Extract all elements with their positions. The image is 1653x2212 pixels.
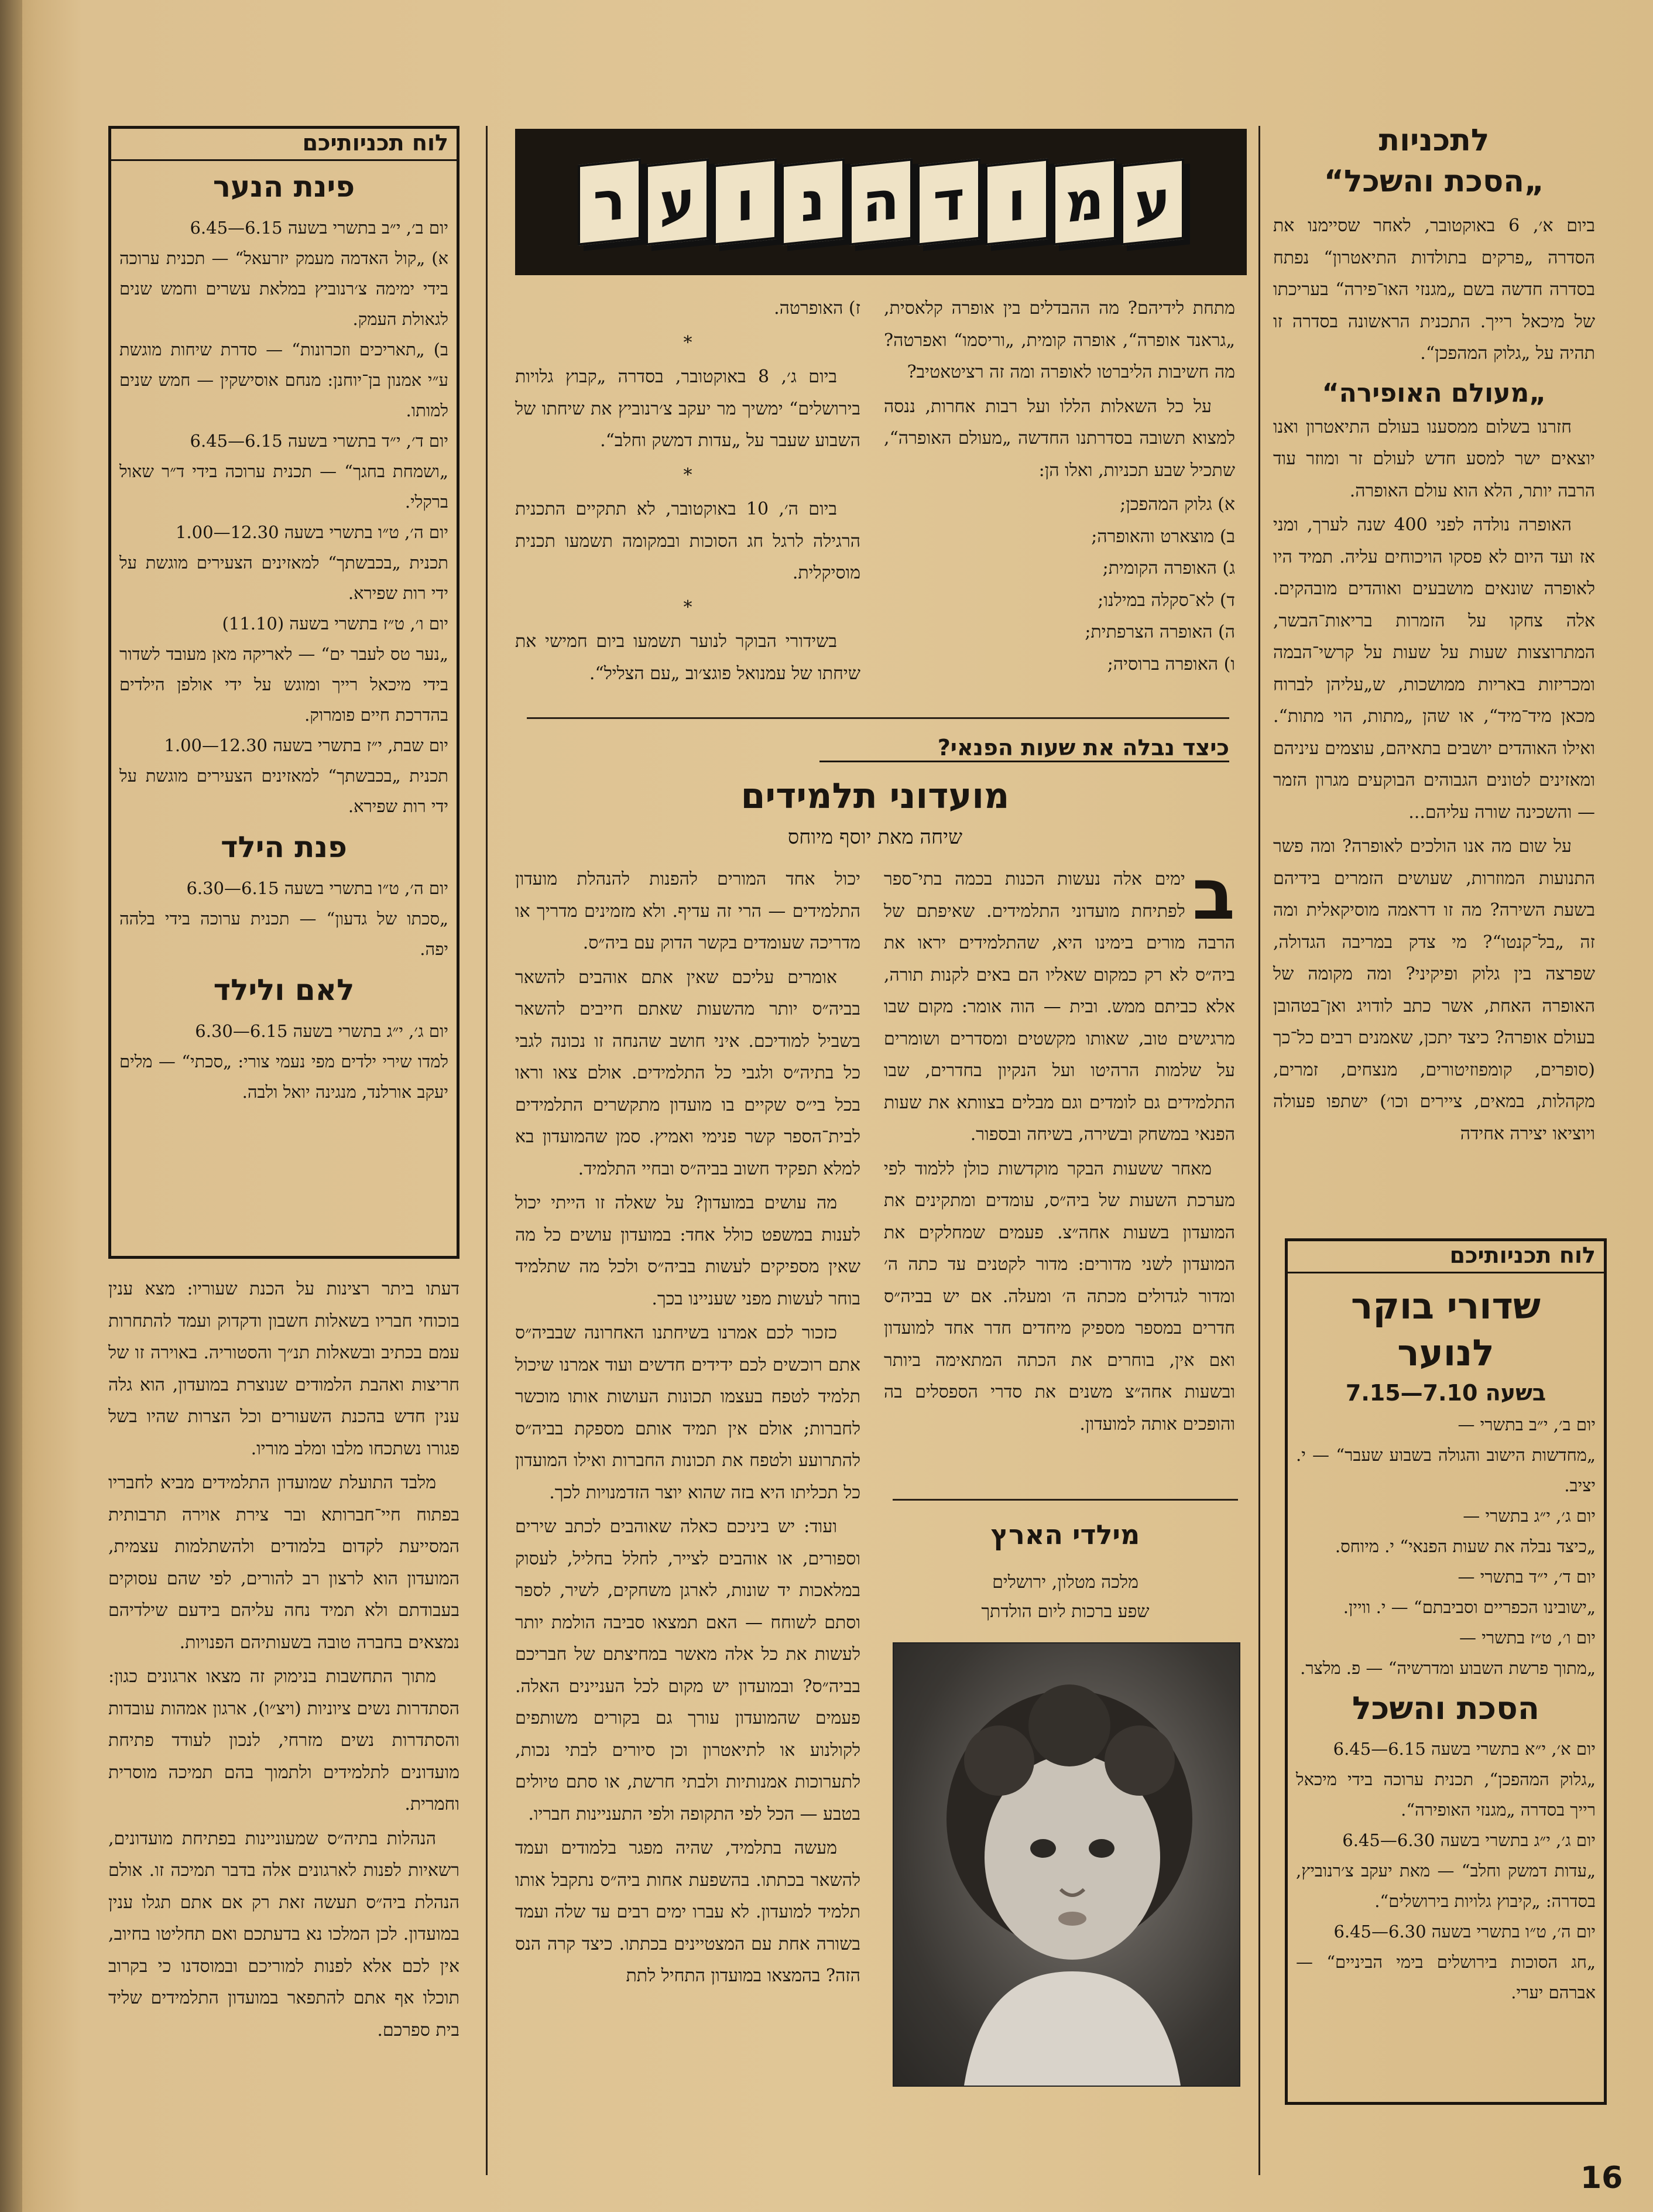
child-feature-box	[893, 1499, 1238, 2084]
article-paragraph: דעתו ביתר רצינות על הכנת שעוריו: מצא ענין בוכוחי חבריו בשאלות חשבון ודקדוק ועמד להתחרות עמם בכתיב ובשאלות תנ״ך והסטוריה. באוירה זו של חריצות ואהבת הלמודים שנוצרת במועדון, הוא גלה ענין חדש בהכנת השעורים וכל הצרות שהיו בשל פגורו נשתכחו מלבו ומלב מוריו.	[108, 1279, 459, 1459]
opera-cont-item: בשידורי הבוקר לנוער תשמעו ביום חמישי את שיחתו של עמנואל פוגצ׳וב „עם הצליל“.	[515, 631, 860, 684]
article-column-left	[515, 864, 860, 1995]
opera-paragraph: האופרה נולדה לפני 400 שנה לערך, ומני אז ועד היום לא פסקו הויכוחים עליה. תמיד היו לאופרה שונאים מושבעים ואוהדים מובהקים. אלה צחקו על הזמרות בריאות־הבשר, המתרוצצות שעות על שעות על קרשי־הבמה ומכריזות באריות ממושכות, ש„עליהן לברוח מכאן מיד־מיד“, או שהן „מתות, הוי מתות“. ואילו האוהדים יושבים בתאיהם, עוצמים עיניהם ומאזינים לטונים הגבוהים הבוקעים מגרון הזמר — והשכינה שורה עליהם...	[1273, 515, 1595, 823]
binding-spine	[0, 0, 22, 2212]
child-photo	[893, 1642, 1240, 2087]
subhead-opera-world: „מעולם האופירה“	[1322, 378, 1546, 408]
banner-letter: ע	[1121, 158, 1184, 245]
headline-line2: „הסכת והשכל“	[1323, 164, 1545, 199]
schedule-box-header: לוח תכניותיכם	[1288, 1241, 1604, 1273]
drop-cap: ב	[1192, 854, 1235, 936]
schedule-item: יום ו׳, ט״ז בתשרי —	[1459, 1628, 1596, 1648]
opera-cont-item: ביום ג׳, 8 באוקטובר, בסדרה „קבוץ גלויות בירושלים“ ימשיך מר יעקב צ׳רנוביץ את שיחתו של השבוע שעבר על „עדות דמשק וחלב“.	[515, 367, 860, 451]
series-item: ב) מוצארט והאופרה;	[1091, 526, 1235, 547]
schedule-item: יום ו׳, ט״ז בתשרי בשעה (11.10)	[222, 614, 448, 634]
separator-star: *	[683, 464, 692, 485]
opera-cont-item: ביום ה׳, 10 באוקטובר, לא תתקיים התכנית הרגילה לרגל חג הסוכות ובמקומה תשמעו תכנית מוסיקלית.	[515, 499, 860, 583]
schedule-item: יום א׳, י״א בתשרי בשעה 6.15—6.45	[1333, 1739, 1596, 1759]
article-paragraph: ועוד: יש ביניכם כאלה שאוהבים לכתב שירים וספורים, או אוהבים לצייר, לחלל בחליל, לעסוק במלאכות יד שונות, לארגן משחקים, לשיר, לספר וסתם לשוחח — האם תמצאו סביבה הולמת יותר לעשות את כל אלה מאשר במחיצתם של חבריכם בביה״ס? ובמועדון יש מקום לכל העניינים האלה. פעמים שהמועדון עורך גם בקורים משותפים לקולנוע או לתיאטרון וכן סיורים לבתי נכות, לתערוכות אמנותיות ולבתי חרשת, או סתם טיולים בטבע — הכל לפי התקופה ולפי התעניינות חבריו.	[515, 1516, 860, 1824]
banner-letter: נ	[781, 158, 845, 245]
section-title-mother-child: לאם ולילד	[213, 973, 355, 1007]
box-rule	[893, 1499, 1238, 1501]
morning-broadcast-title-2: לנוער	[1397, 1331, 1494, 1374]
article-paragraph: כזכור לכם אמרנו בשיחתנו האחרונה שבביה״ס אתם רוכשים לכם ידידים חדשים ועוד אמרנו שיכול תלמיד לטפח בעצמו תכונות העושות אותו מוכשר לחברות; אולם אין תמיד אותם מספקת בביה״ס להתרועע ולטפח את תכונות החברות ואילו המועדון כל תכליתו היא בזה שהוא יוצר הזדמנויות לכך.	[515, 1323, 860, 1503]
column-divider	[1258, 126, 1260, 2175]
article-paragraph: אומרים עליכם שאין אתם אוהבים להשאר בביה״ס יותר מהשעות שאתם חייבים להשאר בשביל למודיכם. איני חושב שהנחה זו נכונה לגבי כל בתיה״ס ולגבי כל התלמידים. אולם צאו וראו בכל בי״ס שקיים בו מועדון מתקשרים התלמידים לבית־הספר קשר פנימי ואמיץ. סמן שהמועדון בא למלא תפקיד חשוב בביה״ס ובחיי התלמיד.	[515, 967, 860, 1179]
headline-line1: לתכניות	[1378, 123, 1490, 158]
opera-cont-item: ז) האופרטה.	[774, 298, 860, 319]
article-continuation-left	[108, 1273, 459, 2049]
article-paragraph: יכול אחד המורים להפנות להנהלת מועדון התלמידים — הרי זה עדיף. ולא מזמינים מדריך או מדריכה שעומדים בקשר הדוק עם ביה״ס.	[515, 869, 860, 953]
right-column	[1273, 120, 1595, 1152]
section-title-child: פנת הילד	[221, 830, 347, 864]
series-item: ג) האופרה הקומית;	[1102, 558, 1235, 578]
schedule-item: יום שבת, י״ז בתשרי בשעה 12.30—1.00	[164, 735, 448, 755]
schedule-item: „מחדשות הישוב והגולה בשבוע שעבר“ — י. יציב.	[1296, 1445, 1596, 1495]
article-column-right	[884, 854, 1235, 1443]
schedule-item: „מתוך פרשת השבוע ומדרשיה“ — פ. מלצר.	[1300, 1658, 1596, 1678]
article-title: מועדוני תלמידים	[740, 776, 1010, 817]
schedule-item: יום ג׳, י״ג בתשרי בשעה 6.15—6.30	[195, 1021, 448, 1041]
banner-letter: ע	[646, 158, 709, 245]
opera-series-list	[884, 489, 1235, 680]
banner-letter: ר	[578, 158, 641, 245]
opera-cont-paragraph: על כל השאלות הללו ועל רבות אחרות, ננסה למצוא תשובה בסדרתנו החדשה „מעולם האופרה“, שתכיל שבע תכניות, ואלו הן:	[884, 396, 1235, 481]
banner-letter: ו	[985, 158, 1048, 245]
banner-letter: ד	[917, 158, 980, 245]
separator-star: *	[683, 597, 692, 618]
separator-star: *	[683, 332, 692, 353]
schedule-item: „סכתו של גדעון“ — תכנית ערוכה בידי בלהה יפה.	[119, 909, 448, 959]
child-caption: שפע ברכות ליום הולדתך	[981, 1601, 1150, 1622]
schedule-item: תכנית „בכבשתך“ למאזינים הצעירים מוגשת על ידי רות שפירא.	[119, 553, 448, 603]
schedule-item: יום ה׳, ט״ו בתשרי בשעה 6.30—6.45	[1333, 1922, 1596, 1942]
series-item: ו) האופרה ברוסיה;	[1107, 653, 1235, 674]
schedule-item: „כיצד נבלה את שעות הפנאי“ י. מיוחס.	[1335, 1536, 1596, 1556]
article-paragraph: מעשה בתלמיד, שהיה מפגר בלמודים ועמד להשאר בכתתו. בהשפעת אחות ביה״ס נתקבל אותו תלמיד למועדון. לא עברו ימים רבים עד שלה ועמד בשורה אחת עם המצטיינים בכתתו. כיצד קרה הנס הזה? בהמצאו במועדון התחיל לתת	[515, 1838, 860, 1986]
opera-paragraph: על שום מה אנו הולכים לאופרה? ומה פשר התנועות המוזרות, שעושים הזמרים בידיהם בשעת השירה? מה זו דראמה מוסיקאלית ומה זה „בל־קנטו“? מי צדק במריבה הגדולה, שפרצה בין גלוק ופיקיני? ומה מקומה של האופרה האחת, אשר כתב לודויג ואן־בטהובן בעולם אופרה? כיצד יתכן, שאמנים רבים כל־כך (סופרים, קומפוזיטורים, מנצחים, זמרים, מקהלות, במאים, ציירים וכו׳) ישתפו פעולה ויוציאו יצירה אחידה	[1273, 836, 1595, 1144]
schedule-item: תכנית „בכבשתך“ למאזינים הצעירים מוגשת על ידי רות שפירא.	[119, 766, 448, 816]
opera-continuation-col-b	[515, 293, 860, 692]
banner-youth-corner	[515, 129, 1247, 275]
morning-broadcast-title: שדורי בוקר	[1351, 1285, 1541, 1327]
schedule-item: יום ג׳, י״ג בתשרי —	[1463, 1506, 1596, 1526]
schedule-box-left	[108, 126, 459, 1259]
schedule-box-right	[1285, 1238, 1607, 2105]
schedule-item: „עדות דמשק וחלב“ — מאת יעקב צ׳רנוביץ, בסדרה: „קיבוץ גלויות בירושלים“.	[1296, 1861, 1596, 1911]
schedule-box-header: לוח תכניותיכם	[111, 129, 457, 161]
schedule-item: יום ג׳, י״ג בתשרי בשעה 6.30—6.45	[1342, 1830, 1596, 1850]
child-portrait-image	[894, 1643, 1239, 2086]
opera-cont-paragraph: מתחת לידיהם? מה ההבדלים בין אופרה קלאסית, „גראנד אופרה“, אופרה קומית, „וריסמו“ ואפרטה? מה חשיבות הליברטו לאופרה ומה זה רציטאטיב?	[884, 298, 1235, 382]
schedule-item: „ישובינו הכפריים וסביבתם“ — י. וויין.	[1343, 1597, 1596, 1617]
child-feature-title: מילדי הארץ	[990, 1519, 1140, 1550]
schedule-item: „נער טס לעבר ים“ — לאריקה מאן מעובד לשדור בידי מיכאל רייך ומוגש על ידי אולפן הילדים בהדרכת חיים פומרוק.	[119, 644, 448, 725]
page-number: 16	[1580, 2160, 1623, 2196]
article-paragraph: מאחר ששעות הבקר מוקדשות כולן ללמוד לפי מערכת השעות של ביה״ס, עומדים ומתקינים את המועדון בשעות אחה״צ. פעמים שמחלקים את המועדון לשני מדורים: מדור לקטנים עד כתה ה׳ ומדור לגדולים מכתה ה׳ ומעלה. אם יש בביה״ס חדרים במספר מספיק מיחדים חדר אחד למועדון ואם אין, בוחרים את הכתה המתאימה ביותר ובשעות אחה״צ משנים את סדרי הספסלים בה והופכים אותה למועדון.	[884, 1158, 1235, 1434]
opera-continuation-col-a	[884, 293, 1235, 680]
child-name: מלכה מטלון, ירושלים	[992, 1572, 1138, 1593]
schedule-item: יום ה׳, ט״ו בתשרי בשעה 6.15—6.30	[186, 878, 448, 898]
schedule-item: יום ד׳, י״ד בתשרי בשעה 6.15—6.45	[190, 431, 448, 451]
article-byline: שיחה מאת יוסף מיוחס	[787, 826, 963, 849]
banner-letter: ו	[714, 158, 777, 245]
series-item: ה) האופרה הצרפתית;	[1085, 622, 1235, 642]
series-item: ד) לא־סקלה במילנו;	[1098, 590, 1235, 611]
section-divider	[527, 717, 1229, 719]
schedule-item: „גלוק המהפכן“, תכנית ערוכה בידי מיכאל רייך בסדרה „מגנזי האופירה“.	[1296, 1769, 1596, 1820]
schedule-item: „חג הסוכות בירושלים בימי הביניים“ — אברהם יערי.	[1296, 1952, 1596, 2002]
broadcast-time: בשעה 7.10—7.15	[1345, 1380, 1546, 1406]
schedule-item: למדו שירי ילדים מפי נעמי צורי: „סכתי“ — מלים יעקב אורלנד, מנגינה יואל ולבה.	[119, 1052, 448, 1102]
article-paragraph: מה עושים במועדון? על שאלה זו הייתי יכול לענות במשפט כולל אחד: במועדון עושים כל מה שאין מספיקים לעשות בביה״ס ולכל מה שתלמיד בוחר לעשות מפני שעניינו בכך.	[515, 1193, 860, 1309]
schedule-item: א) „קול האדמה מעמק יזרעאל“ — תכנית ערוכה בידי ימימה צ׳רנוביץ במלאת עשרים וחמש שנים לגאולת העמק.	[119, 248, 448, 329]
series-item: א) גלוק המהפכן;	[1120, 494, 1235, 515]
schedule-item: ב) „תאריכים וזכרונות“ — סדרת שיחות מוגשת ע״י אמנון בן־יוחנן: מנחם אוסישקין — חמש שנים למותו.	[119, 340, 448, 420]
article-paragraph: ימים אלה נעשות הכנות בכמה בתי־ספר לפתיחת מועדוני התלמידים. שאיפתם של הרבה מורים בימינו היא, שהתלמידים יראו את ביה״ס לא רק כמקום שאליו הם באים לקנות תורה, אלא כביתם ממש. ובית — הוה אומר: מקום שבו מרגישים טוב, שאותו מקשטים ומסדרים ושומרים על שלמות הרהיטו ועל הנקיון בחדרים, שבו התלמידים גם לומדים וגם מבלים בצוותא את שעות הפנאי במשחק ובשירה, בשיחה ובספור.	[884, 869, 1235, 1145]
banner-letter: מ	[1053, 158, 1116, 245]
banner-letter: ה	[849, 158, 913, 245]
schedule-item: „ושמחת בחגך“ — תכנית ערוכה בידי ד״ר שאול ברקלי.	[119, 461, 448, 512]
intro-paragraph: ביום א׳, 6 באוקטובר, לאחר שסיימנו את הסדרה „פרקים בתולדות התיאטרון“ נפתח בסדרה חדשה בשם „מגנזי האו־פירה“ בעריכתו של מיכאל רייך. התכנית הראשונה בסדרה זו תהיה על „גלוק המהפכן“.	[1273, 215, 1595, 364]
schedule-item: יום ה׳, ט״ו בתשרי בשעה 12.30—1.00	[175, 522, 448, 542]
article-paragraph: הנהלות בתיה״ס שמעוניינות בפתיחת מועדונים, רשאיות לפנות לארגונים אלה בדבר תמיכה זו. אולם הנהלת ביה״ס תעשה זאת רק אם אתם תגלו ענין במועדון. לכן המלכו נא בדעתכם ואם תחליטו בחיוב, אין לכם אלא לפנות למוריכם ובמוסדנו כי בקרוב תוכלו אף אתם להתפאר במועדון התלמידים שליד בית ספרכם.	[108, 1828, 459, 2040]
column-divider	[486, 126, 488, 2175]
schedule-item: יום ב׳, י״ב בתשרי בשעה 6.15—6.45	[190, 218, 448, 238]
section-title-youth: פינת הנער	[212, 170, 355, 204]
schedule-item: יום ב׳, י״ב בתשרי —	[1457, 1415, 1596, 1434]
article-paragraph: מלבד התועלת שמועדון התלמידים מביא לחבריו בפתוח חיי־חברותא ובר צירת אוירה תרבותית המסייעת לקדום בלמודים ולהשתלמות עצמית, המועדון הוא לרצון רב להורים, לפי שהם עסוקים בעבודתם ולא תמיד נחה עליהם בידעם שילדיהם נמצאים בחברה טובה בשעותיהם הפנויות.	[108, 1473, 459, 1653]
article-kicker: כיצד נבלה את שעות הפנאי?	[819, 735, 1229, 762]
section-title-haskat: הסכת והשכל	[1352, 1690, 1539, 1727]
article-paragraph: מתוך התחשבות בנימוק זה מצאו ארגונים כגון: הסתדרות נשים ציוניות (ויצ״ו), ארגון אמהות עובדות והסתדרות נשים מזרחי, לנכון לעודד פתיחת מועדונים לתלמידים ולתמוך בהם תמיכה מוסרית וחמרית.	[108, 1666, 459, 1814]
schedule-item: יום ד׳, י״ד בתשרי —	[1457, 1567, 1596, 1587]
opera-paragraph: חזרנו בשלום ממסענו בעולם התיאטרון ואנו יוצאים ישר למסע חדש לעולם זר ומוזר עוד הרבה יותר, הלא הוא עולם האופרה.	[1273, 416, 1595, 501]
